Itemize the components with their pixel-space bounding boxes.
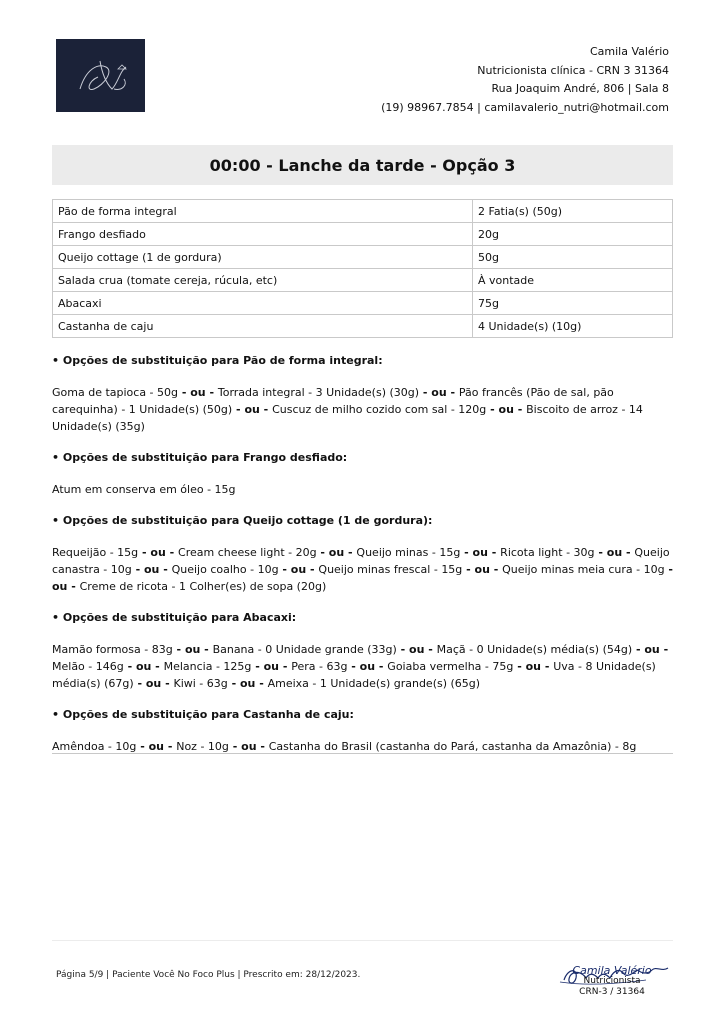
food-cell: Frango desfiado [53, 223, 473, 246]
substitution-title: • Opções de substituição para Frango desfiado: [52, 451, 348, 464]
substitution-block [52, 352, 673, 435]
option-separator: - ou - [123, 660, 164, 673]
substitution-option: Amêndoa - 10g [52, 740, 137, 753]
signature-role: Nutricionista [583, 976, 641, 986]
substitution-title: • Opções de substituição para Castanha de caju: [52, 708, 354, 721]
substitution-option: Cream cheese light - 20g [178, 546, 317, 559]
professional-role: Nutricionista clínica - CRN 3 31364 [477, 63, 669, 77]
substitution-option: Pera - 63g [291, 660, 348, 673]
option-separator: - ou - [419, 386, 459, 399]
option-separator: - ou - [460, 546, 501, 559]
substitution-option: Melão - 146g [52, 660, 124, 673]
table-row [53, 200, 673, 223]
substitution-option: Queijo minas meia cura - 10g [502, 563, 665, 576]
substitution-option: Queijo coalho - 10g [171, 563, 279, 576]
option-separator: - ou - [594, 546, 635, 559]
professional-contact: (19) 98967.7854 | camilavalerio_nutri@hotmail.com [381, 100, 669, 114]
substitution-option: Banana - 0 Unidade grande (33g) [212, 643, 397, 656]
option-separator: - ou - [131, 563, 172, 576]
substitution-option: Kiwi - 63g [173, 677, 228, 690]
option-separator: - ou - [133, 677, 174, 690]
meal-items-table [52, 199, 673, 338]
substitution-title: • Opções de substituição para Pão de forma integral: [52, 354, 383, 367]
logo-monogram-icon [56, 39, 145, 112]
substitution-option: Mamão formosa - 83g [52, 643, 173, 656]
meal-title-bar [52, 145, 673, 185]
option-separator: - ou - [462, 563, 503, 576]
option-separator: - ou - [228, 740, 269, 753]
substitution-option: Castanha do Brasil (castanha do Pará, castanha da Amazônia) - 8g [268, 740, 637, 753]
footer-divider [52, 940, 673, 941]
substitution-options [52, 641, 673, 692]
option-separator: - ou - [251, 660, 292, 673]
header-info [381, 43, 669, 117]
quantity-cell: À vontade [473, 269, 673, 292]
substitution-option: Maçã - 0 Unidade(s) média(s) (54g) [436, 643, 633, 656]
substitution-option: Biscoito de arroz - 14 Unidade(s) (35g) [52, 403, 643, 433]
quantity-cell: 4 Unidade(s) (10g) [473, 315, 673, 338]
professional-address: Rua Joaquim André, 806 | Sala 8 [491, 82, 669, 95]
table-row [53, 292, 673, 315]
option-separator: - ou - [486, 403, 527, 416]
option-separator: - ou - [138, 546, 179, 559]
option-separator: - ou - [278, 563, 319, 576]
table-row [53, 223, 673, 246]
substitution-option: Queijo canastra - 10g [52, 546, 670, 576]
section-divider [52, 753, 673, 754]
substitution-block [52, 706, 673, 755]
food-cell: Salada crua (tomate cereja, rúcula, etc) [53, 269, 473, 292]
quantity-cell: 20g [473, 223, 673, 246]
substitution-option: Cuscuz de milho cozido com sal - 120g [272, 403, 487, 416]
substitution-option: Pão francês (Pão de sal, pão carequinha) - 1 Unidade(s) (50g) [52, 386, 614, 416]
quantity-cell: 50g [473, 246, 673, 269]
substitution-option: Torrada integral - 3 Unidade(s) (30g) [217, 386, 420, 399]
option-separator: - ou - [632, 643, 669, 656]
table-row [53, 315, 673, 338]
option-separator: - ou - [227, 677, 268, 690]
food-cell: Abacaxi [53, 292, 473, 315]
substitution-option: Goma de tapioca - 50g [52, 386, 179, 399]
table-row [53, 246, 673, 269]
substitution-option: Noz - 10g [176, 740, 229, 753]
quantity-cell: 2 Fatia(s) (50g) [473, 200, 673, 223]
option-separator: - ou - [178, 386, 218, 399]
substitution-options [52, 481, 673, 498]
substitution-block [52, 609, 673, 692]
substitution-title: • Opções de substituição para Queijo cottage (1 de gordura): [52, 514, 433, 527]
option-separator: - ou - [396, 643, 437, 656]
option-separator: - ou - [172, 643, 213, 656]
signature-crn: CRN-3 / 31364 [579, 987, 645, 997]
substitution-option: Requeijão - 15g [52, 546, 139, 559]
meal-title: 00:00 - Lanche da tarde - Opção 3 [209, 155, 516, 175]
food-cell: Castanha de caju [53, 315, 473, 338]
substitutions-section [52, 352, 673, 769]
table-row [53, 269, 673, 292]
footer-text: Página 5/9 | Paciente Você No Foco Plus | Prescrito em: 28/12/2023. [56, 970, 361, 980]
substitution-option: Ameixa - 1 Unidade(s) grande(s) (65g) [267, 677, 481, 690]
logo [56, 39, 145, 112]
substitution-option: Goiaba vermelha - 75g [387, 660, 514, 673]
option-separator: - ou - [52, 563, 673, 593]
option-separator: - ou - [136, 740, 177, 753]
food-cell: Pão de forma integral [53, 200, 473, 223]
option-separator: - ou - [513, 660, 554, 673]
substitution-option: Ricota light - 30g [500, 546, 595, 559]
substitution-block [52, 449, 673, 498]
substitution-option: Creme de ricota - 1 Colher(es) de sopa (20g) [79, 580, 327, 593]
substitution-options [52, 544, 673, 595]
option-separator: - ou - [316, 546, 357, 559]
substitution-option: Queijo minas - 15g [356, 546, 461, 559]
substitution-option: Uva - 8 Unidade(s) média(s) (67g) [52, 660, 656, 690]
substitution-title: • Opções de substituição para Abacaxi: [52, 611, 297, 624]
food-cell: Queijo cottage (1 de gordura) [53, 246, 473, 269]
substitution-option: Queijo minas frescal - 15g [318, 563, 463, 576]
substitution-option: Melancia - 125g [163, 660, 252, 673]
substitution-option: Atum em conserva em óleo - 15g [52, 483, 236, 496]
professional-name: Camila Valério [589, 45, 669, 58]
signature-block [556, 965, 668, 998]
signature-name: Camila Valério [572, 964, 652, 977]
substitution-options [52, 384, 673, 435]
quantity-cell: 75g [473, 292, 673, 315]
option-separator: - ou - [347, 660, 388, 673]
substitution-block [52, 512, 673, 595]
option-separator: - ou - [232, 403, 273, 416]
